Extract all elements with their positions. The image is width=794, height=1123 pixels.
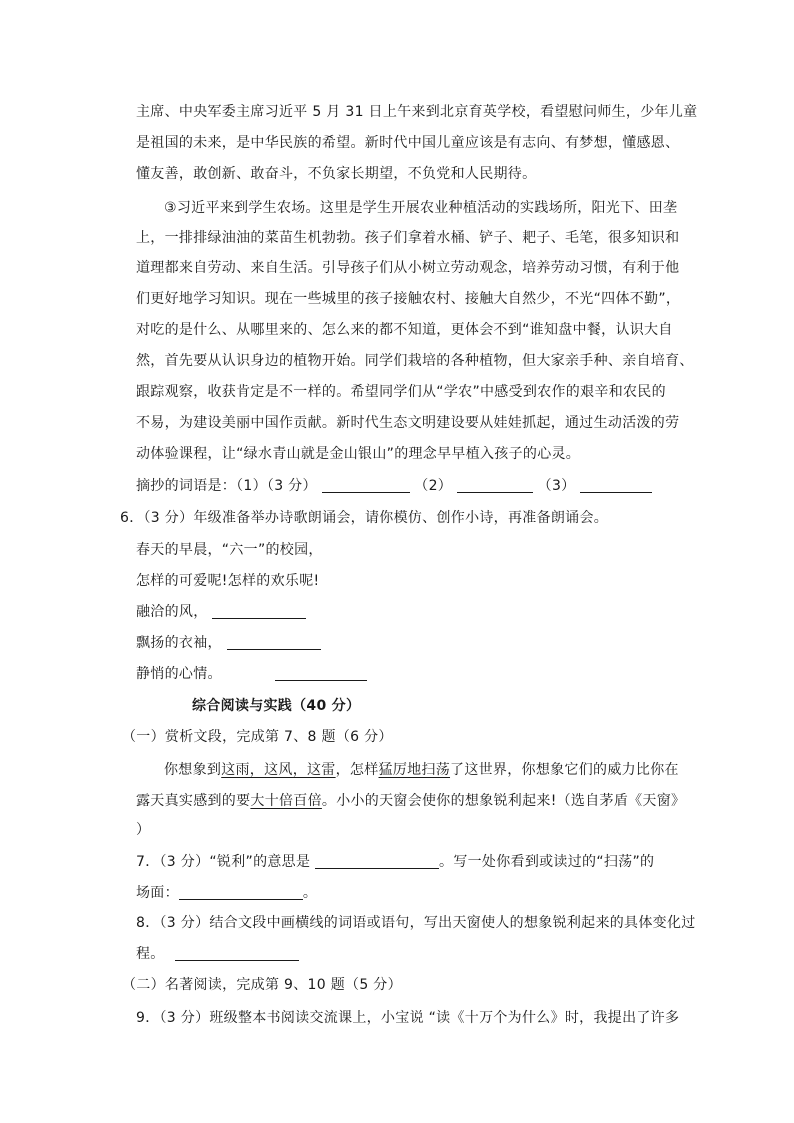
poem-answer-blank-1[interactable] xyxy=(212,604,306,619)
q5-answer-blank-2[interactable] xyxy=(457,478,533,493)
passage-line: 然，首先要从认识身边的植物开始。同学们栽培的各种植物，但大家亲手种、亲自培育、 xyxy=(136,353,694,369)
passage-line: 主席、中央军委主席习近平 5 月 31 日上午来到北京育英学校，看望慰问师生，少年儿童 xyxy=(136,104,698,120)
passage-line: 道理都来自劳动、来自生活。引导孩子们从小树立劳动观念，培养劳动习惯，有利于他 xyxy=(136,260,680,276)
q9-line: 9．（3 分）班级整本书阅读交流课上，小宝说 “读《十万个为什么》时，我提出了许多 xyxy=(136,1010,680,1026)
passage-line: 们更好地学习知识。现在一些城里的孩子接触农村、接触大自然少，不光“四体不勤”， xyxy=(136,291,681,307)
q6-stem: 6．（3 分）年级准备举办诗歌朗诵会，请你模仿、创作小诗，再准备朗诵会。 xyxy=(120,510,609,526)
excerpt-text: ，怎样 xyxy=(335,762,379,778)
q7-text: 场面： xyxy=(136,885,179,901)
excerpt-text: 了这世界，你想象它们的威力比你在 xyxy=(450,762,679,778)
underlined-phrase: 大十倍百倍 xyxy=(250,793,322,809)
q5-mark-2: （2） xyxy=(414,478,453,494)
excerpt-text: 露天真实感到的要 xyxy=(136,793,251,809)
q5-mark-3: （3） xyxy=(537,478,576,494)
passage-line: 上，一排排绿油油的菜苗生机勃勃。孩子们拿着水桶、铲子、耙子、毛笔，很多知识和 xyxy=(136,230,680,246)
q8-answer-blank[interactable] xyxy=(175,946,299,961)
passage-line: 动体验课程，让“绿水青山就是金山银山”的理念早早植入孩子的心灵。 xyxy=(136,446,581,462)
q7-answer-blank-2[interactable] xyxy=(179,885,303,900)
q7-text: 。 xyxy=(302,885,318,901)
passage-line: 不易，为建设美丽中国作贡献。新时代生态文明建设要从娃娃抓起，通过生动活泼的劳 xyxy=(136,415,680,431)
poem-line: 春天的早晨，“六一”的校园， xyxy=(136,542,323,558)
section-title: 综合阅读与实践（40 分） xyxy=(192,698,361,714)
excerpt-line xyxy=(136,791,686,811)
passage-line: 是祖国的未来，是中华民族的希望。新时代中国儿童应该是有志向、有梦想，懂感恩、 xyxy=(136,135,680,151)
q5-prefix: 摘抄的词语是：（1）（3 分） xyxy=(136,478,317,494)
q5-answer-blank-1[interactable] xyxy=(322,478,410,493)
excerpt-text: 。小小的天窗会使你的想象锐利起来!（选自茅盾《天窗》 xyxy=(321,793,686,809)
q7-text: 7．（3 分）“锐利”的意思是 xyxy=(136,854,316,870)
excerpt-line xyxy=(164,760,704,780)
poem-answer-blank-3[interactable] xyxy=(275,666,367,681)
subsection-heading: （一）赏析文段，完成第 7、8 题（6 分） xyxy=(122,729,393,745)
passage-line: 懂友善，敢创新、敢奋斗，不负家长期望，不负党和人民期待。 xyxy=(136,166,537,182)
poem-answer-blank-2[interactable] xyxy=(227,635,321,650)
q5-answer-blank-3[interactable] xyxy=(580,478,652,493)
q7-line xyxy=(136,883,676,903)
excerpt-line: ） xyxy=(136,822,151,838)
q8-line: 8．（3 分）结合文段中画横线的词语或语句，写出天窗使人的想象锐利起来的具体变化过 xyxy=(136,915,696,931)
poem-line xyxy=(136,664,676,684)
passage-line: 对吃的是什么、从哪里来的、怎么来的都不知道，更体会不到“谁知盘中餐，认识大自 xyxy=(136,322,673,338)
poem-line-text: 飘扬的衣袖， xyxy=(136,635,222,651)
poem-line-text: 静悄的心情。 xyxy=(136,666,222,682)
excerpt-text: 你想象到 xyxy=(164,762,222,778)
q8-line xyxy=(136,944,676,964)
poem-line xyxy=(136,602,676,622)
q5-answer-line xyxy=(136,476,676,496)
subsection-heading: （二）名著阅读，完成第 9、10 题（5 分） xyxy=(122,977,402,993)
poem-line: 怎样的可爱呢!怎样的欢乐呢! xyxy=(136,573,320,589)
q8-text: 程。 xyxy=(136,946,165,962)
poem-line xyxy=(136,633,676,653)
q7-line xyxy=(136,852,676,872)
underlined-phrase: 这雨，这风，这雷 xyxy=(221,762,336,778)
passage-line: 跟踪观察，收获肯定是不一样的。希望同学们从“学农”中感受到农作的艰辛和农民的 xyxy=(136,384,666,400)
poem-line-text: 融洽的风， xyxy=(136,604,208,620)
underlined-phrase: 猛厉地扫荡 xyxy=(378,762,451,778)
q7-answer-blank-1[interactable] xyxy=(315,854,439,869)
passage-line: ③习近平来到学生农场。这里是学生开展农业种植活动的实践场所，阳光下、田垄 xyxy=(164,200,678,216)
q7-text: 。写一处你看到或读过的“扫荡”的 xyxy=(439,854,655,870)
